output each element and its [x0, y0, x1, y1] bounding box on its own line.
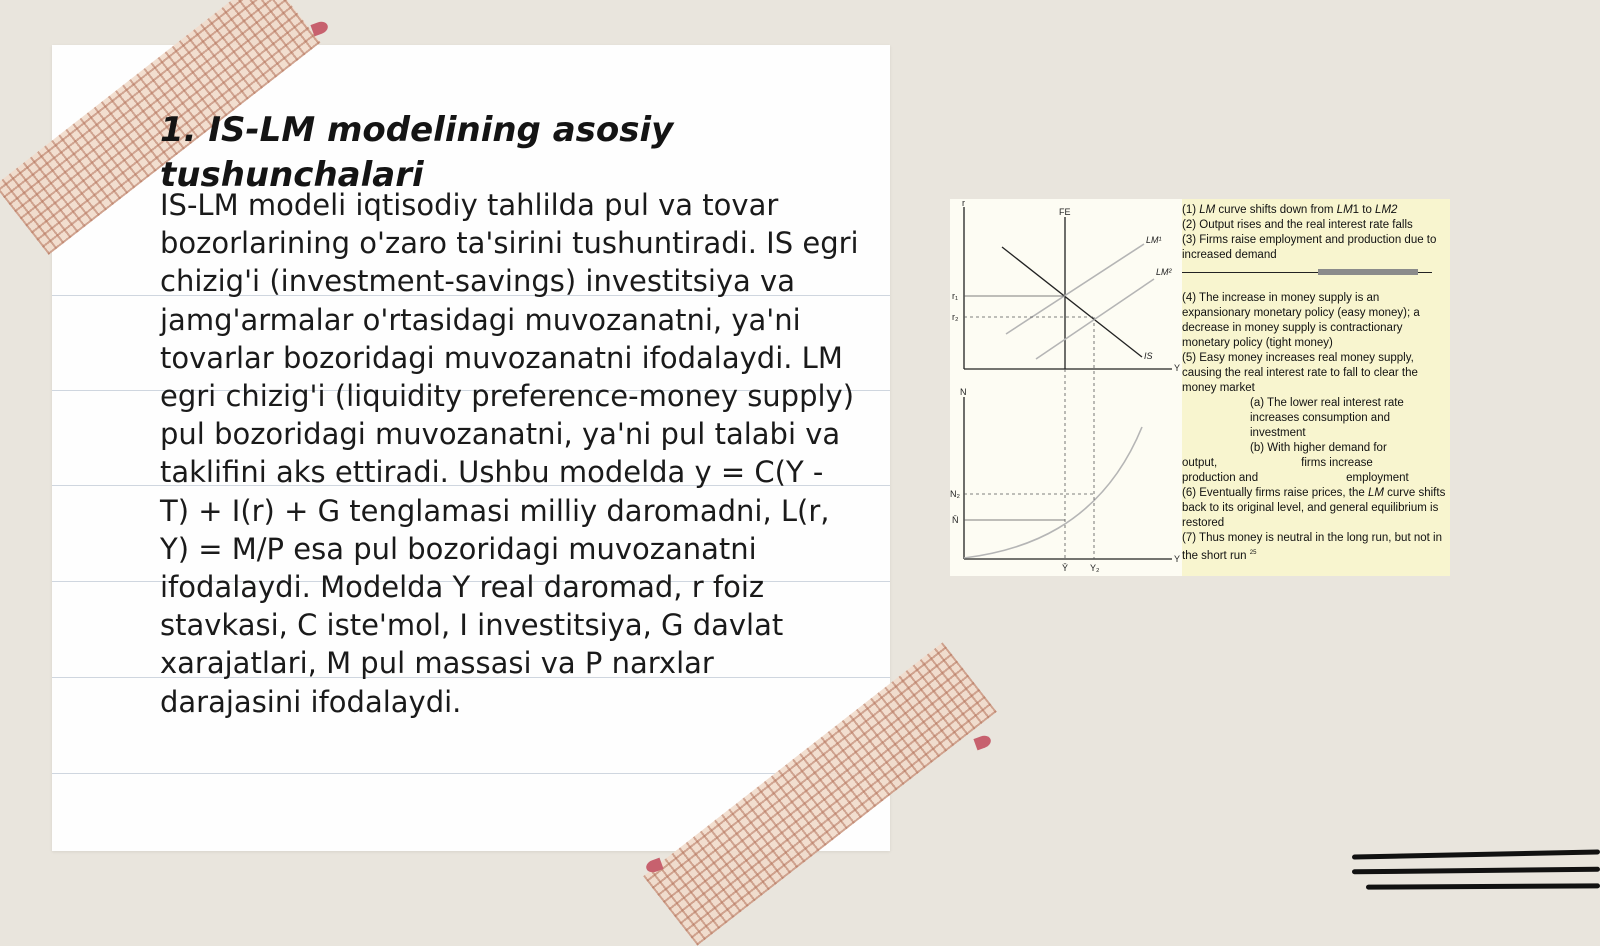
- bottom-x-axis-label: Y: [1174, 554, 1181, 564]
- nbar-label: N̄: [952, 515, 959, 525]
- n2-label: N₂: [950, 489, 960, 499]
- note-4: (4) The increase in money supply is an expansionary monetary policy (easy money); a decrease in money supply is contractionary monetary policy (tight money): [1182, 292, 1420, 349]
- lm2-curve: [1036, 279, 1154, 359]
- is-lm-graph: [950, 199, 1182, 576]
- note-5b-line2: output, firms increase: [1182, 457, 1373, 469]
- note-5b-line3: production and employment: [1182, 472, 1409, 484]
- slide-title: 1. IS-LM modelining asosiy tushunchalari: [160, 110, 674, 195]
- bottom-y-axis-label: N: [960, 387, 967, 397]
- top-y-axis-label: r: [962, 199, 965, 208]
- note-5b: (b) With higher demand for: [1250, 442, 1387, 454]
- slide-body-text: IS-LM modeli iqtisodiy tahlilda pul va tovar bozorlarining o'zaro ta'sirini tushuntiradi. IS egri chizig'i (investment-savings) investitsiya va jamg'armalar o'rtasidagi muvozanatni, ya'ni tovarlar bozoridagi muvozanatni ifodalaydi. LM egri chizig'i (liquidity preference-money supply) pul bozoridagi muvozanatni, ya'ni pul talabi va taklifini aks ettiradi. Ushbu modelda y = C(Y - T) + I(r) + G tenglamasi milliy daromadni, L(r, Y) = M/P esa pul bozoridagi muvozanatni ifodalaydi. Modelda Y real daromad, r foiz stavkasi, C iste'mol, I investitsiya, G davlat xarajatlari, M pul massasi va P narxlar darajasini ifodalaydi.: [160, 188, 859, 719]
- brush-stroke: [1366, 883, 1600, 889]
- lm2-label: LM²: [1156, 267, 1172, 277]
- note-2: (2) Output rises and the real interest rate falls: [1182, 219, 1413, 231]
- brush-stroke: [1352, 867, 1600, 875]
- figure-notes: [1182, 203, 1446, 564]
- note-3: (3) Firms raise employment and production due to increased demand: [1182, 234, 1437, 261]
- note-5: (5) Easy money increases real money supply, causing the real interest rate to fall to clear the money market: [1182, 352, 1418, 394]
- note-1: (1) LM curve shifts down from LM1 to LM2: [1182, 204, 1398, 216]
- tape-edge-accent: [310, 20, 329, 37]
- is-lm-graph-svg: [950, 199, 1182, 576]
- tape-edge-accent: [973, 734, 992, 751]
- fe-label: FE: [1059, 207, 1071, 217]
- lm1-label: LM¹: [1146, 235, 1162, 245]
- top-x-axis-label: Y: [1174, 363, 1181, 373]
- note-5a: (a) The lower real interest rate increases consumption and investment: [1250, 397, 1404, 439]
- y2-label: Y₂: [1090, 563, 1100, 573]
- r1-label: r₁: [952, 291, 959, 301]
- note-6: (6) Eventually firms raise prices, the LM curve shifts back to its original level, and general equilibrium is restored: [1182, 487, 1446, 529]
- production-curve: [964, 427, 1142, 558]
- lm1-curve: [1006, 244, 1144, 334]
- r2-label: r₂: [952, 312, 959, 322]
- is-label: IS: [1144, 351, 1153, 361]
- paper-rule-line: [52, 773, 890, 774]
- notes-separator: [1182, 272, 1432, 273]
- brush-stroke: [1352, 849, 1600, 859]
- note-7: (7) Thus money is neutral in the long run, but not in the short run $^{25}$: [1182, 532, 1442, 562]
- is-lm-figure: [950, 199, 1450, 576]
- ybar-label: Ȳ: [1062, 563, 1069, 573]
